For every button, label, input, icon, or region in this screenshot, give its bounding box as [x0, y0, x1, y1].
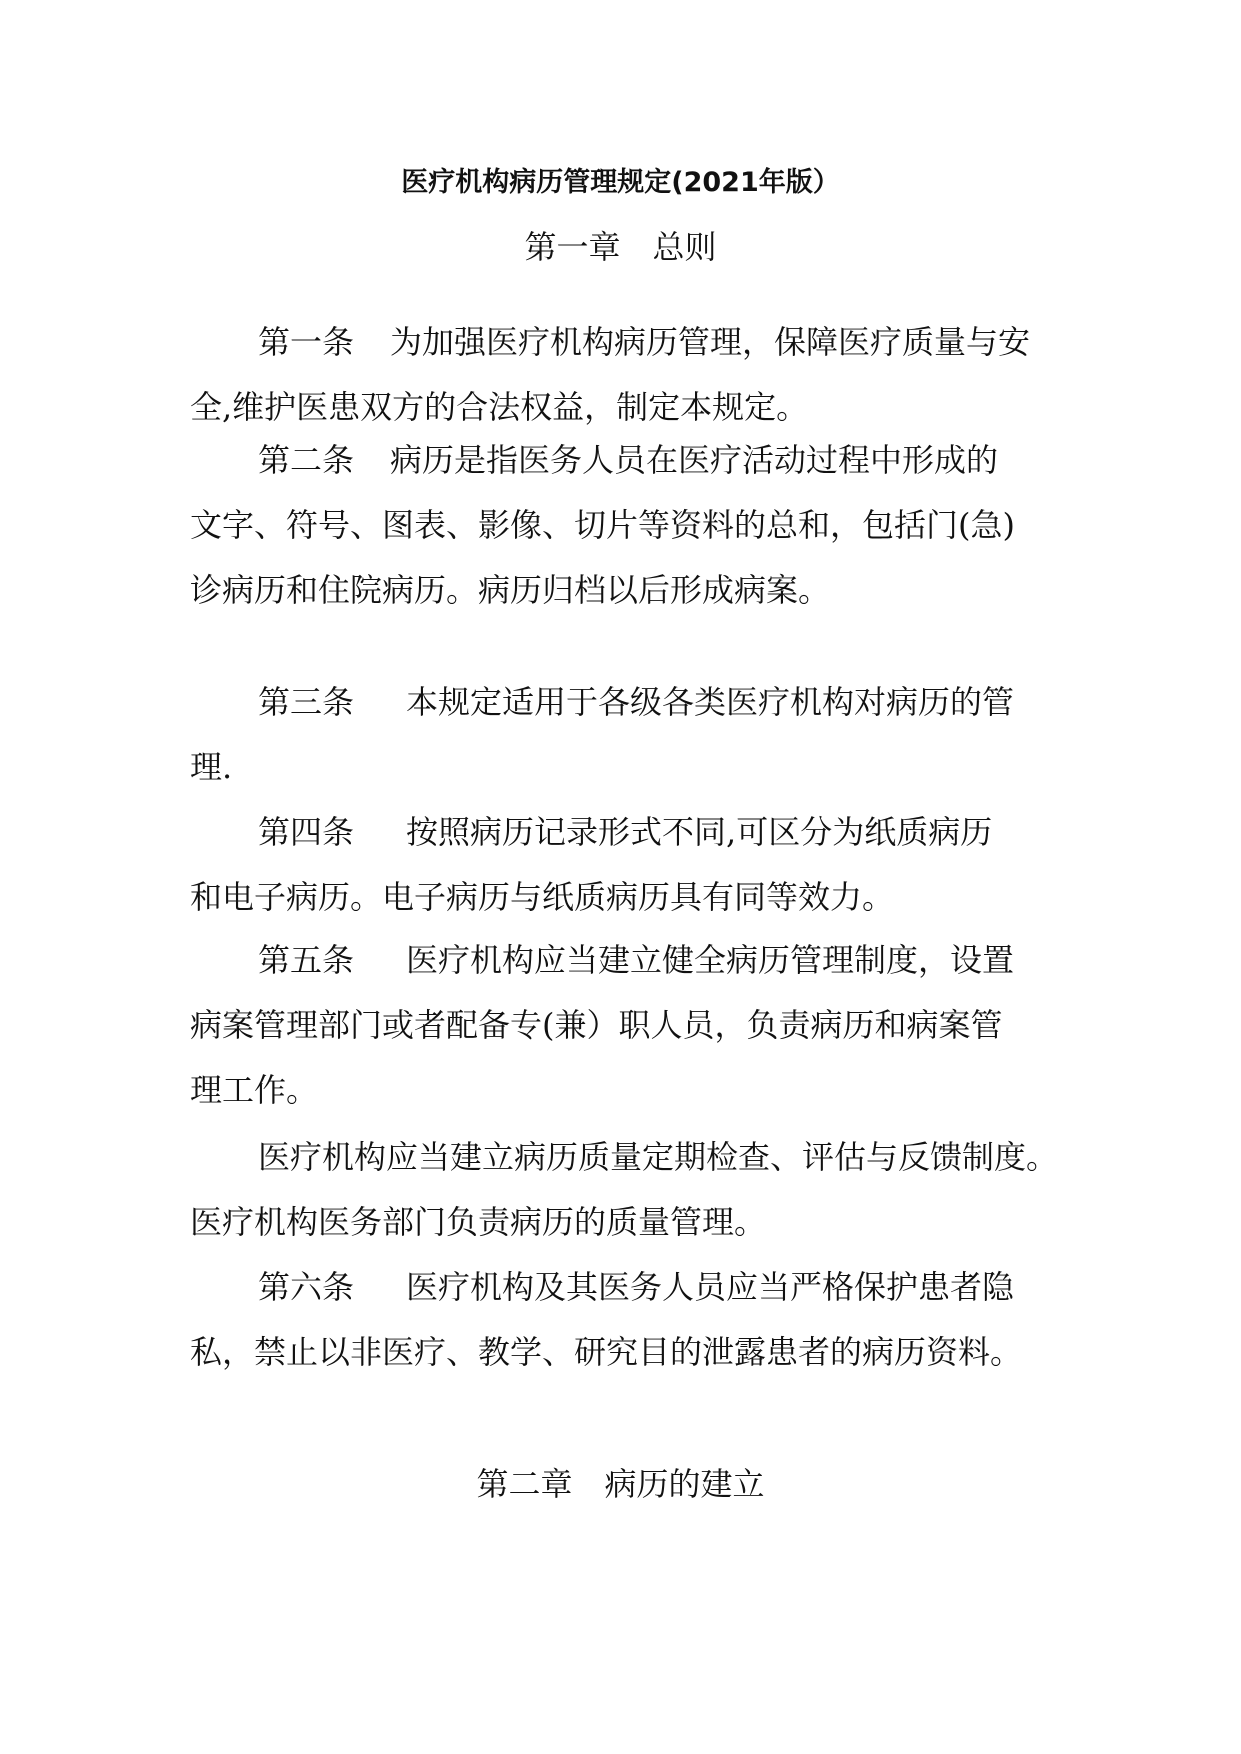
article-number: 第五条 [258, 941, 355, 979]
chapter-number: 第一章 [524, 228, 621, 266]
article-text: 理. [190, 748, 233, 786]
article-text: 病历是指医务人员在医疗活动过程中形成的 [390, 441, 999, 479]
chapter-name: 总则 [652, 228, 717, 266]
article-number: 第一条 [258, 323, 355, 361]
article-text: 为加强医疗机构病历管理，保障医疗质量与安 [390, 323, 1031, 361]
article-text: 病案管理部门或者配备专(兼）职人员，负责病历和病案管 [190, 1006, 1003, 1044]
article-5-paragraph-2 [190, 1125, 1059, 1255]
article-text: 诊病历和住院病历。病历归档以后形成病案。 [190, 571, 831, 609]
article-3 [190, 670, 1050, 800]
article-text: 医疗机构及其医务人员应当严格保护患者隐 [406, 1268, 1015, 1306]
article-text: 全,维护医患双方的合法权益，制定本规定。 [190, 388, 809, 426]
article-number: 第三条 [258, 683, 355, 721]
chapter-name: 病历的建立 [604, 1465, 765, 1503]
chapter-number: 第二章 [476, 1465, 573, 1503]
article-5 [190, 928, 1050, 1123]
article-text: 和电子病历。电子病历与纸质病历具有同等效力。 [190, 878, 895, 916]
article-text: 医疗机构应当建立病历质量定期检查、评估与反馈制度。 [258, 1138, 1059, 1176]
document-title: 医疗机构病历管理规定(2021年版） [401, 167, 840, 198]
article-text: 文字、符号、图表、影像、切片等资料的总和，包括门(急) [190, 506, 1015, 544]
article-number: 第四条 [258, 813, 355, 851]
article-1 [190, 310, 1050, 440]
article-text: 私，禁止以非医疗、教学、研究目的泄露患者的病历资料。 [190, 1333, 1023, 1371]
article-text: 理工作。 [190, 1071, 319, 1109]
chapter-heading-1 [0, 225, 1241, 269]
article-text: 本规定适用于各级各类医疗机构对病历的管 [406, 683, 1015, 721]
article-text: 医疗机构应当建立健全病历管理制度，设置 [406, 941, 1015, 979]
article-2 [190, 428, 1050, 623]
article-text: 按照病历记录形式不同,可区分为纸质病历 [406, 813, 993, 851]
chapter-heading-2 [0, 1462, 1241, 1506]
article-number: 第六条 [258, 1268, 355, 1306]
article-6 [190, 1255, 1050, 1385]
article-number: 第二条 [258, 441, 355, 479]
article-text: 医疗机构医务部门负责病历的质量管理。 [190, 1203, 767, 1241]
article-4 [190, 800, 1050, 930]
